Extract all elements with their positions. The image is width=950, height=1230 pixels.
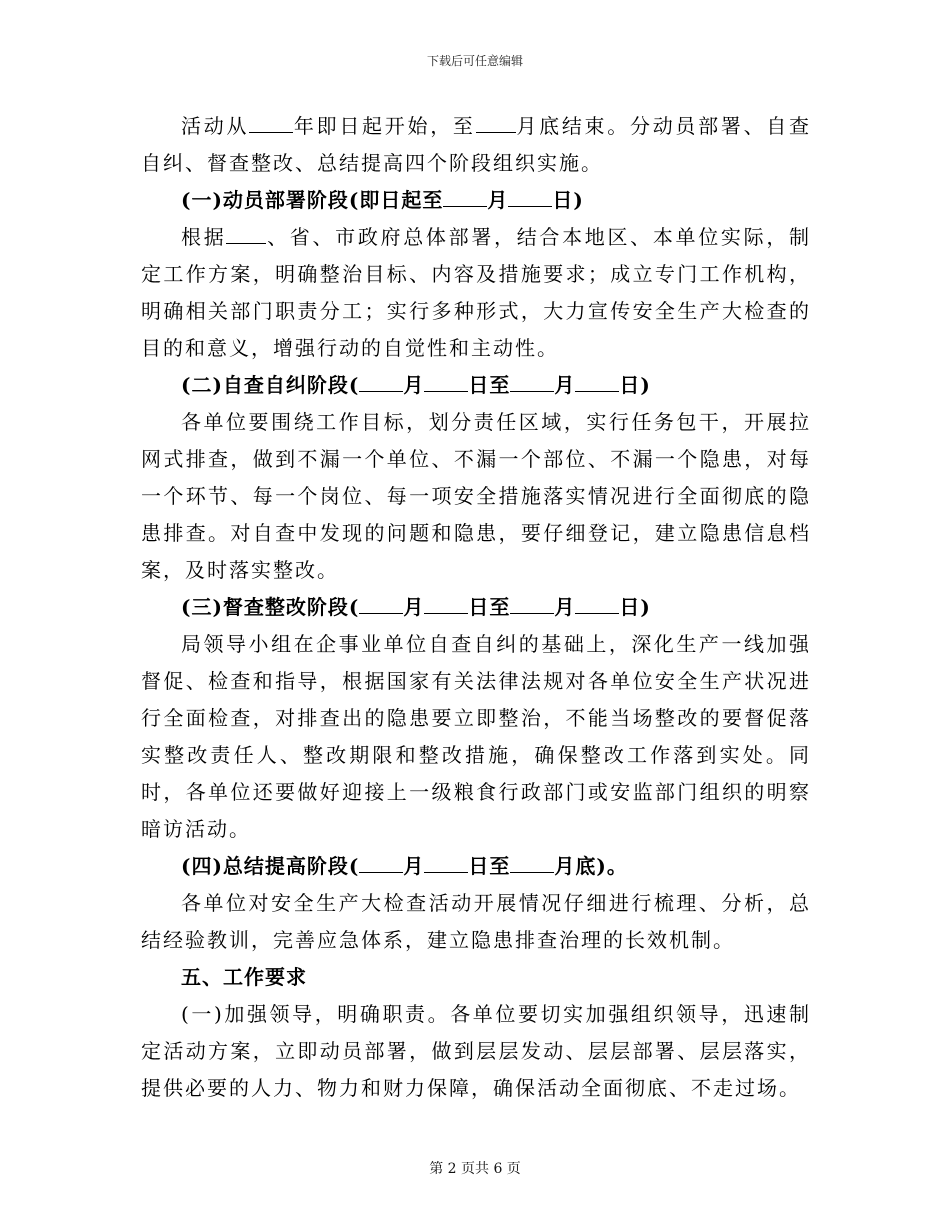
text: 月 [403, 595, 425, 619]
blank-line [424, 373, 468, 392]
heading-summary-stage [141, 848, 811, 885]
text: 日) [619, 595, 651, 619]
paragraph-activity-schedule [141, 108, 811, 182]
text: 日) [552, 188, 584, 212]
blank-line [508, 188, 552, 207]
document-body [141, 108, 811, 1107]
text: 根据 [181, 225, 227, 249]
heading-supervision-stage [141, 589, 811, 626]
blank-line [510, 595, 554, 614]
blank-line [359, 595, 403, 614]
heading-mobilization-stage [141, 182, 811, 219]
paragraph-mobilization [141, 219, 811, 367]
text: 月 [487, 188, 509, 212]
blank-line [443, 188, 487, 207]
blank-line [510, 854, 554, 873]
blank-line [575, 595, 619, 614]
text: (四)总结提高阶段( [181, 854, 360, 878]
paragraph-leadership: (一)加强领导，明确职责。各单位要切实加强组织领导，迅速制定活动方案，立即动员部署，做到层层发动、层层部署、层层落实，提供必要的人力、物力和财力保障，确保活动全面彻底、不走过场。 [141, 1002, 811, 1100]
text: 月 [403, 854, 425, 878]
blank-line [249, 114, 293, 133]
text: 月 [554, 595, 576, 619]
text: (三)督查整改阶段( [181, 595, 360, 619]
text: 月底结束。分动员部署、自查自纠、督查整改、总结提高四个阶段组织实施。 [141, 114, 812, 175]
text: 年即日起开始，至 [293, 114, 476, 138]
text: 日至 [468, 595, 511, 619]
paragraph-summary: 各单位对安全生产大检查活动开展情况仔细进行梳理、分析，总结经验教训，完善应急体系，建立隐患排查治理的长效机制。 [141, 891, 811, 952]
blank-line [226, 225, 266, 244]
blank-line [510, 373, 554, 392]
text: 日至 [468, 854, 511, 878]
text: 、省、市政府总体部署，结合本地区、本单位实际，制定工作方案，明确整治目标、内容及措施要求；成立专门工作机构，明确相关部门职责分工；实行多种形式，大力宣传安全生产大检查的目的和意义，增强行动的自觉性和主动性。 [141, 225, 812, 360]
text: 月底)。 [554, 854, 628, 878]
paragraph-self-inspection: 各单位要围绕工作目标，划分责任区域，实行任务包干，开展拉网式排查，做到不漏一个单位、不漏一个部位、不漏一个隐患，对每一个环节、每一个岗位、每一项安全措施落实情况进行全面彻底的隐患排查。对自查中发现的问题和隐患，要仔细登记，建立隐患信息档案，及时落实整改。 [141, 410, 811, 582]
paragraph-supervision: 局领导小组在企事业单位自查自纠的基础上，深化生产一线加强督促、检查和指导，根据国家有关法律法规对各单位安全生产状况进行全面检查，对排查出的隐患要立即整治，不能当场整改的要督促落实整改责任人、整改期限和整改措施，确保整改工作落到实处。同时，各单位还要做好迎接上一级粮食行政部门或安监部门组织的明察暗访活动。 [141, 632, 811, 841]
text: 日) [619, 373, 651, 397]
page-footer: 第 2 页共 6 页 [429, 1161, 521, 1177]
heading-self-inspection-stage [141, 367, 811, 404]
text: 日至 [468, 373, 511, 397]
text: (二)自查自纠阶段( [181, 373, 360, 397]
heading-work-requirements: 五、工作要求 [181, 965, 307, 989]
blank-line [575, 373, 619, 392]
blank-line [359, 854, 403, 873]
page-header: 下载后可任意编辑 [426, 54, 523, 68]
text: 活动从 [181, 114, 250, 138]
text: (一)动员部署阶段(即日起至 [181, 188, 444, 212]
blank-line [476, 114, 516, 133]
blank-line [359, 373, 403, 392]
blank-line [424, 595, 468, 614]
text: 月 [554, 373, 576, 397]
text: 月 [403, 373, 425, 397]
blank-line [424, 854, 468, 873]
